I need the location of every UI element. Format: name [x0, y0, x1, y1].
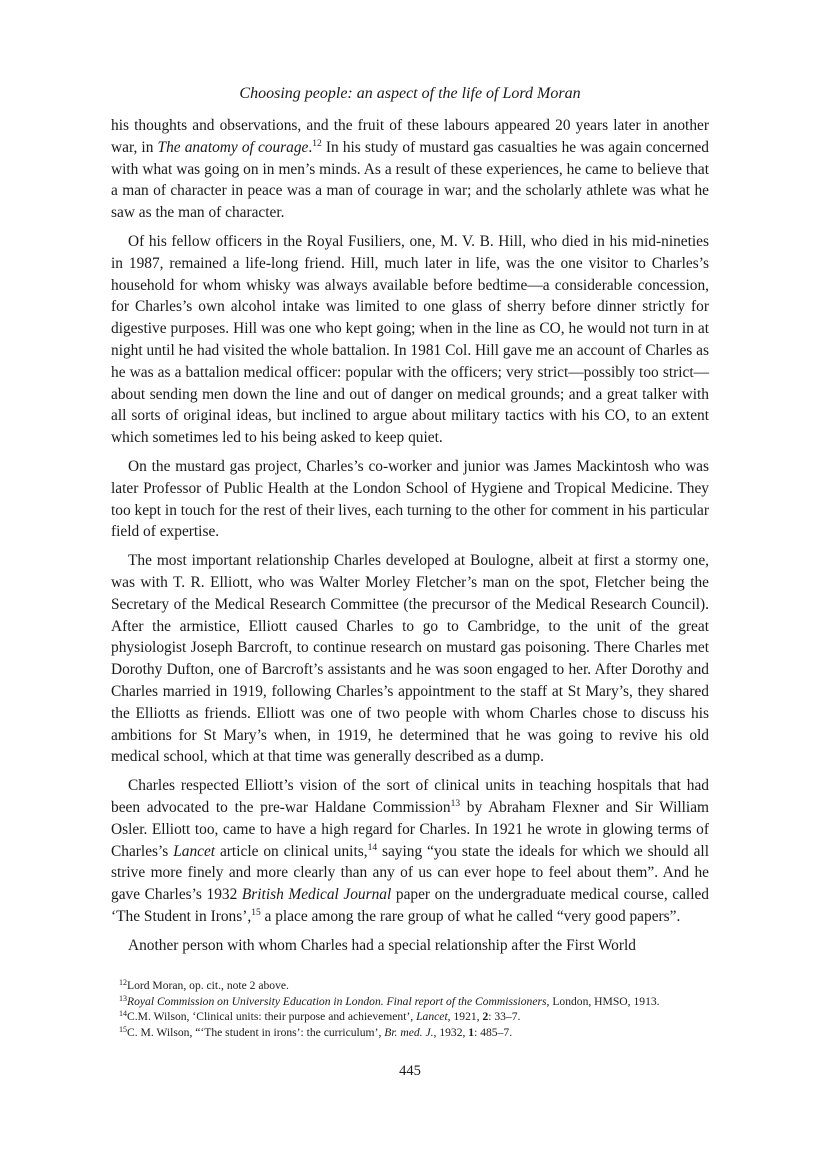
text-run: , London, HMSO, 1913. [546, 994, 660, 1008]
italic-text: The anatomy of courage [157, 138, 309, 156]
text-run: Lord Moran, op. cit., note 2 above. [127, 979, 289, 993]
footnote-marker: 13 [450, 798, 461, 809]
paragraph [111, 115, 709, 224]
text-run: by Abraham Flexner and Sir William Osler. Elliott too, came to have a high regard for Charles. In 1921 he wrote in glowing terms of Charles’s [111, 798, 710, 860]
paragraph [111, 935, 709, 957]
body-text [111, 115, 709, 956]
text-run: In his study of mustard gas casualties he was again concerned with what was going on in men’s minds. As a result of these experiences, he came to believe that a man of character in peace was a man of courage in war; and the scholarly athlete was what he saw as the man of character. [111, 138, 709, 222]
italic-text: Royal Commission on University Education in London. Final report of the Commissioners [127, 994, 547, 1008]
running-head: Choosing people: an aspect of the life of Lord Moran [239, 85, 581, 102]
text-run: saying “you state the ideals for which we should all strive more finely and more clearly than any of us can ever hope to feel about them”. And he gave Charles’s 1932 [111, 842, 709, 904]
paragraph [111, 775, 709, 928]
bold-text: 1 [468, 1025, 475, 1039]
text-run: : 485–7. [474, 1025, 513, 1039]
italic-text: Lancet [416, 1010, 448, 1024]
footnote [111, 1025, 709, 1040]
text-run: Of his fellow officers in the Royal Fusiliers, one, M. V. B. Hill, who died in his mid-nineties in 1987, remained a life-long friend. Hill, much later in life, was the one visitor to Charles’s household for whom whisky was always available before bedtime—a considerable concession, for Charles’s own alcohol intake was limited to one glass of sherry before dinner strictly for digestive purposes. Hill was one who kept going; when in the line as CO, he would not turn in at night until he had visited the whole battalion. In 1981 Col. Hill gave me an account of Charles as he was as a battalion medical officer: popular with the officers; very strict—possibly too strict—about sending men down the line and out of danger on medical grounds; and a great talker with all sorts of original ideas, but inclined to argue about military tactics with his CO, to an extent which sometimes led to his being asked to keep quiet. [111, 232, 709, 447]
footnote-marker: 15 [119, 1024, 127, 1034]
paragraph [111, 231, 709, 449]
footnote-marker: 12 [312, 138, 322, 149]
footnotes [111, 978, 709, 1040]
footnote-marker: 12 [119, 978, 127, 988]
page-number: 445 [399, 1063, 421, 1080]
footnote [111, 978, 709, 993]
paragraph [111, 456, 709, 543]
footnote [111, 1009, 709, 1024]
text-run: Another person with whom Charles had a special relationship after the First World [128, 936, 636, 954]
text-run: , 1921, [447, 1010, 483, 1024]
text-run: C.M. Wilson, ‘Clinical units: their purpose and achievement’, [127, 1010, 417, 1024]
text-run: C. M. Wilson, “‘The student in irons’: the curriculum’, [127, 1025, 385, 1039]
paragraph [111, 550, 709, 768]
text-run: article on clinical units, [215, 842, 368, 860]
footnote-marker: 14 [119, 1009, 127, 1019]
text-run: paper on the undergraduate medical course, called ‘The Student in Irons’, [111, 886, 709, 925]
footnote-marker: 14 [367, 842, 378, 853]
italic-text: Br. med. J. [384, 1025, 434, 1039]
footnote-marker: 15 [251, 907, 261, 918]
text-run: his thoughts and observations, and the fruit of these labours appeared 20 years later in another war, in [111, 117, 709, 156]
text-run: Charles respected Elliott’s vision of the sort of clinical units in teaching hospitals that had been advocated to the pre-war Haldane Commission [111, 777, 709, 816]
text-run: , 1932, [433, 1025, 469, 1039]
italic-text: Lancet [173, 842, 216, 860]
footnote-marker: 13 [119, 993, 127, 1003]
text-run: The most important relationship Charles developed at Boulogne, albeit at first a stormy one, was with T. R. Elliott, who was Walter Morley Fletcher’s man on the spot, Fletcher being the Secretary of the Medical Research Committee (the precursor of the Medical Research Council). After the armistice, Elliott caused Charles to go to Cambridge, to the unit of the great physiologist Joseph Barcroft, to continue research on mustard gas poisoning. There Charles met Dorothy Dufton, one of Barcroft’s assistants and he was soon engaged to her. After Dorothy and Charles married in 1919, following Charles’s appointment to the staff at St Mary’s, they shared the Elliotts as friends. Elliott was one of two people with whom Charles chose to discuss his ambitions for St Mary’s when, in 1919, he determined that he was going to revive his old medical school, which at that time was generally described as a dump. [111, 552, 709, 766]
footnote [111, 994, 709, 1009]
text-run: a place among the rare group of what he called “very good papers”. [260, 907, 681, 925]
journal-page [111, 84, 709, 1080]
bold-text: 2 [482, 1010, 489, 1024]
text-run: On the mustard gas project, Charles’s co-worker and junior was James Mackintosh who was later Professor of Public Health at the London School of Hygiene and Tropical Medicine. They too kept in touch for the rest of their lives, each turning to the other for comment in his particular field of expertise. [111, 457, 709, 541]
text-run: : 33–7. [488, 1010, 521, 1024]
text-run: . [308, 138, 313, 156]
italic-text: British Medical Journal [241, 886, 392, 904]
